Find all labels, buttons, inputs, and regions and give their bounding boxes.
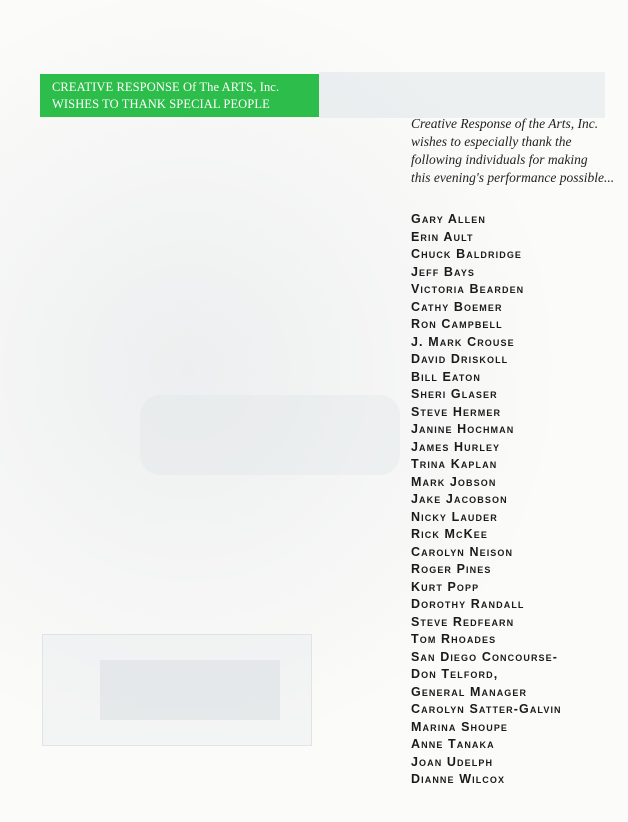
list-item: Jeff Bays <box>411 264 476 279</box>
list-item: Rick McKee <box>411 527 488 541</box>
list-item: Cathy Boemer <box>411 299 503 314</box>
list-item: General Manager <box>411 684 528 699</box>
list-item: Mark Jobson <box>411 474 497 489</box>
header-line-1: CREATIVE RESPONSE Of The ARTS, Inc. <box>52 80 280 94</box>
list-item: Erin Ault <box>411 229 474 244</box>
list-item: Sheri Glaser <box>411 387 498 401</box>
list-item: Kurt Popp <box>411 579 480 594</box>
list-item: J. Mark Crouse <box>411 334 515 349</box>
list-item: Carolyn Satter-Galvin <box>411 702 562 716</box>
header-line-2: WISHES TO THANK SPECIAL PEOPLE <box>52 97 270 111</box>
list-item: Steve Redfearn <box>411 614 515 629</box>
list-item: Nicky Lauder <box>411 509 498 524</box>
list-item: Don Telford, <box>411 667 499 681</box>
list-item: Tom Rhoades <box>411 632 497 646</box>
list-item: Dorothy Randall <box>411 597 525 611</box>
intro-line-1: Creative Response of the Arts, Inc. <box>411 116 599 131</box>
thank-you-header <box>40 74 319 117</box>
list-item: Trina Kaplan <box>411 457 498 471</box>
list-item: Marina Shoupe <box>411 719 509 734</box>
list-item: San Diego Concourse- <box>411 649 559 664</box>
list-item: Anne Tanaka <box>411 737 495 751</box>
bleed-through-ad-title <box>100 660 280 720</box>
list-item: Janine Hochman <box>411 422 515 436</box>
intro-paragraph <box>411 115 621 187</box>
list-item: David Driskoll <box>411 352 509 366</box>
list-item: Carolyn Neison <box>411 544 514 559</box>
list-item: Ron Campbell <box>411 317 503 331</box>
list-item: Joan Udelph <box>411 754 494 769</box>
intro-line-3: following individuals for making <box>411 152 588 167</box>
list-item: Chuck Baldridge <box>411 247 523 261</box>
thank-you-names-list <box>411 211 562 789</box>
list-item: Dianne Wilcox <box>411 772 506 786</box>
list-item: James Hurley <box>411 439 501 454</box>
list-item: Victoria Bearden <box>411 282 525 296</box>
list-item: Jake Jacobson <box>411 492 508 506</box>
bleed-through-script <box>140 395 400 475</box>
list-item: Roger Pines <box>411 562 492 576</box>
list-item: Bill Eaton <box>411 369 481 384</box>
list-item: Gary Allen <box>411 212 486 226</box>
intro-line-4: this evening's performance possible... <box>411 170 615 185</box>
list-item: Steve Hermer <box>411 404 502 419</box>
intro-line-2: wishes to especially thank the <box>411 134 572 149</box>
bleed-through-band <box>319 72 605 118</box>
